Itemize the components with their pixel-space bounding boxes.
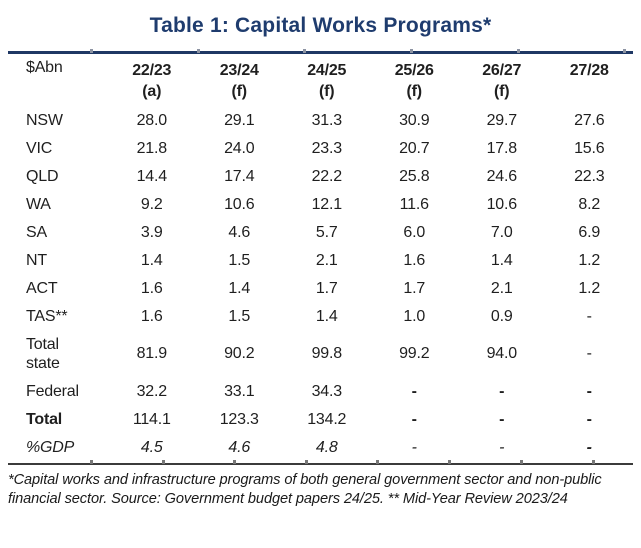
data-cell: 6.0 [403, 223, 426, 241]
data-cell: - [499, 382, 505, 400]
data-cell: 25.8 [399, 167, 430, 185]
table-row [8, 247, 633, 275]
data-cell: 9.2 [140, 195, 163, 213]
row-label: WA [26, 196, 51, 213]
column-tick [305, 460, 308, 464]
row-label: NT [26, 252, 47, 269]
column-header: 24/25 [307, 61, 347, 79]
page-title: Table 1: Capital Works Programs* [149, 14, 492, 37]
data-cell: 81.9 [136, 345, 167, 362]
row-label: VIC [26, 140, 53, 157]
data-cell: 2.1 [315, 251, 338, 269]
data-cell: 1.2 [578, 251, 601, 269]
data-cell: 1.4 [140, 251, 163, 269]
column-header: 26/27 [482, 61, 522, 79]
data-cell: 0.9 [490, 307, 513, 325]
data-cell: 28.0 [136, 111, 167, 129]
column-note: (f) [231, 83, 247, 100]
data-cell: 20.7 [399, 139, 430, 157]
column-tick [90, 460, 93, 464]
row-label: ACT [26, 280, 58, 297]
row-label: TAS** [26, 308, 68, 325]
data-cell: - [586, 438, 592, 456]
data-cell: 4.6 [228, 438, 251, 456]
data-cell: 2.1 [490, 279, 513, 297]
data-cell: 7.0 [490, 223, 513, 241]
column-note: (f) [406, 83, 422, 100]
data-cell: - [586, 410, 592, 428]
table-row [8, 219, 633, 247]
data-cell: - [586, 382, 592, 400]
data-cell: 23.3 [311, 139, 342, 157]
column-header: 22/23 [132, 61, 172, 79]
table-row [8, 378, 633, 406]
data-cell: 1.4 [490, 251, 513, 269]
header-row [8, 54, 633, 82]
data-cell: 30.9 [399, 111, 430, 129]
column-header: 25/26 [394, 61, 434, 79]
data-cell: 4.6 [228, 223, 251, 241]
data-cell: - [499, 410, 505, 428]
data-cell: 32.2 [136, 382, 167, 400]
data-cell: 1.7 [315, 279, 338, 297]
column-tick [162, 460, 165, 464]
data-cell: 22.2 [311, 167, 342, 185]
table-row [8, 163, 633, 191]
data-cell: 24.6 [486, 167, 517, 185]
data-cell: 1.4 [228, 279, 251, 297]
data-cell: 29.1 [224, 111, 255, 129]
table-row [8, 303, 633, 331]
row-label: SA [26, 224, 47, 241]
data-cell: - [411, 438, 417, 456]
data-cell: 21.8 [136, 139, 167, 157]
data-cell: 6.9 [578, 223, 601, 241]
data-cell: 94.0 [486, 345, 517, 362]
row-label: Total [26, 411, 63, 428]
data-cell: 10.6 [224, 195, 255, 213]
column-note: (f) [319, 83, 335, 100]
column-tick [303, 49, 306, 53]
data-cell: 1.6 [140, 307, 163, 325]
data-cell: 17.8 [486, 139, 517, 157]
data-cell: 4.8 [315, 438, 338, 456]
data-cell: - [586, 307, 592, 325]
table-row [8, 191, 633, 219]
data-cell: 1.4 [315, 307, 338, 325]
data-cell: 1.5 [228, 251, 251, 269]
column-header: 23/24 [219, 61, 259, 79]
data-cell: 29.7 [486, 111, 517, 129]
data-cell: 114.1 [132, 410, 171, 428]
data-cell: 134.2 [307, 410, 347, 428]
row-label: Total state [26, 336, 60, 372]
data-cell: 17.4 [224, 167, 255, 185]
data-cell: 1.6 [140, 279, 163, 297]
data-cell: - [411, 382, 417, 400]
column-header: 27/28 [569, 61, 609, 79]
data-cell: 5.7 [315, 223, 338, 241]
column-note [546, 82, 634, 107]
data-cell: 27.6 [574, 111, 605, 129]
data-cell: 90.2 [224, 345, 255, 362]
data-cell: 34.3 [311, 382, 342, 400]
data-cell: 15.6 [574, 139, 605, 157]
column-tick [592, 460, 595, 464]
table-top-rule [8, 51, 633, 54]
table-row [8, 331, 633, 378]
column-tick [623, 49, 626, 53]
column-note: (f) [494, 83, 510, 100]
data-cell: 3.9 [140, 223, 163, 241]
column-note: (a) [142, 83, 162, 100]
table-bottom-rule [8, 463, 633, 465]
data-cell: 10.6 [486, 195, 517, 213]
data-cell: 123.3 [219, 410, 259, 428]
row-label: %GDP [26, 439, 75, 456]
column-tick [448, 460, 451, 464]
data-cell: 22.3 [574, 167, 605, 185]
column-tick [520, 460, 523, 464]
unit-label: $Abn [26, 59, 63, 76]
data-cell: 1.7 [403, 279, 426, 297]
column-tick [233, 460, 236, 464]
column-tick [197, 49, 200, 53]
data-cell: 4.5 [140, 438, 163, 456]
column-tick [517, 49, 520, 53]
data-cell: 31.3 [311, 111, 342, 129]
column-tick [410, 49, 413, 53]
data-cell: 1.0 [403, 307, 426, 325]
data-cell: 12.1 [311, 195, 342, 213]
data-cell: 14.4 [136, 167, 167, 185]
row-label: QLD [26, 168, 59, 185]
data-cell: 1.6 [403, 251, 426, 269]
table-row [8, 434, 633, 462]
footnote: *Capital works and infrastructure programs of both general government sector and non-public financial sector. Source: Government budget papers 24/25. ** Mid-Year Review 2023/24 [8, 472, 602, 507]
data-cell: 99.8 [311, 345, 342, 362]
empty-cell [8, 82, 108, 107]
data-cell: - [499, 438, 505, 456]
data-cell: 1.2 [578, 279, 601, 297]
data-cell: 1.5 [228, 307, 251, 325]
column-tick [376, 460, 379, 464]
data-cell: 99.2 [399, 345, 430, 362]
data-cell: - [411, 410, 417, 428]
table-row [8, 275, 633, 303]
column-tick [90, 49, 93, 53]
column-note-row [8, 82, 633, 107]
capital-works-table [8, 54, 633, 462]
data-cell: 24.0 [224, 139, 255, 157]
table-row [8, 135, 633, 163]
data-cell: 33.1 [224, 382, 255, 400]
table-row [8, 406, 633, 434]
data-cell: - [586, 345, 592, 362]
row-label: Federal [26, 383, 79, 400]
data-cell: 11.6 [399, 195, 429, 213]
data-cell: 8.2 [578, 195, 601, 213]
row-label: NSW [26, 112, 63, 129]
table-row [8, 107, 633, 135]
